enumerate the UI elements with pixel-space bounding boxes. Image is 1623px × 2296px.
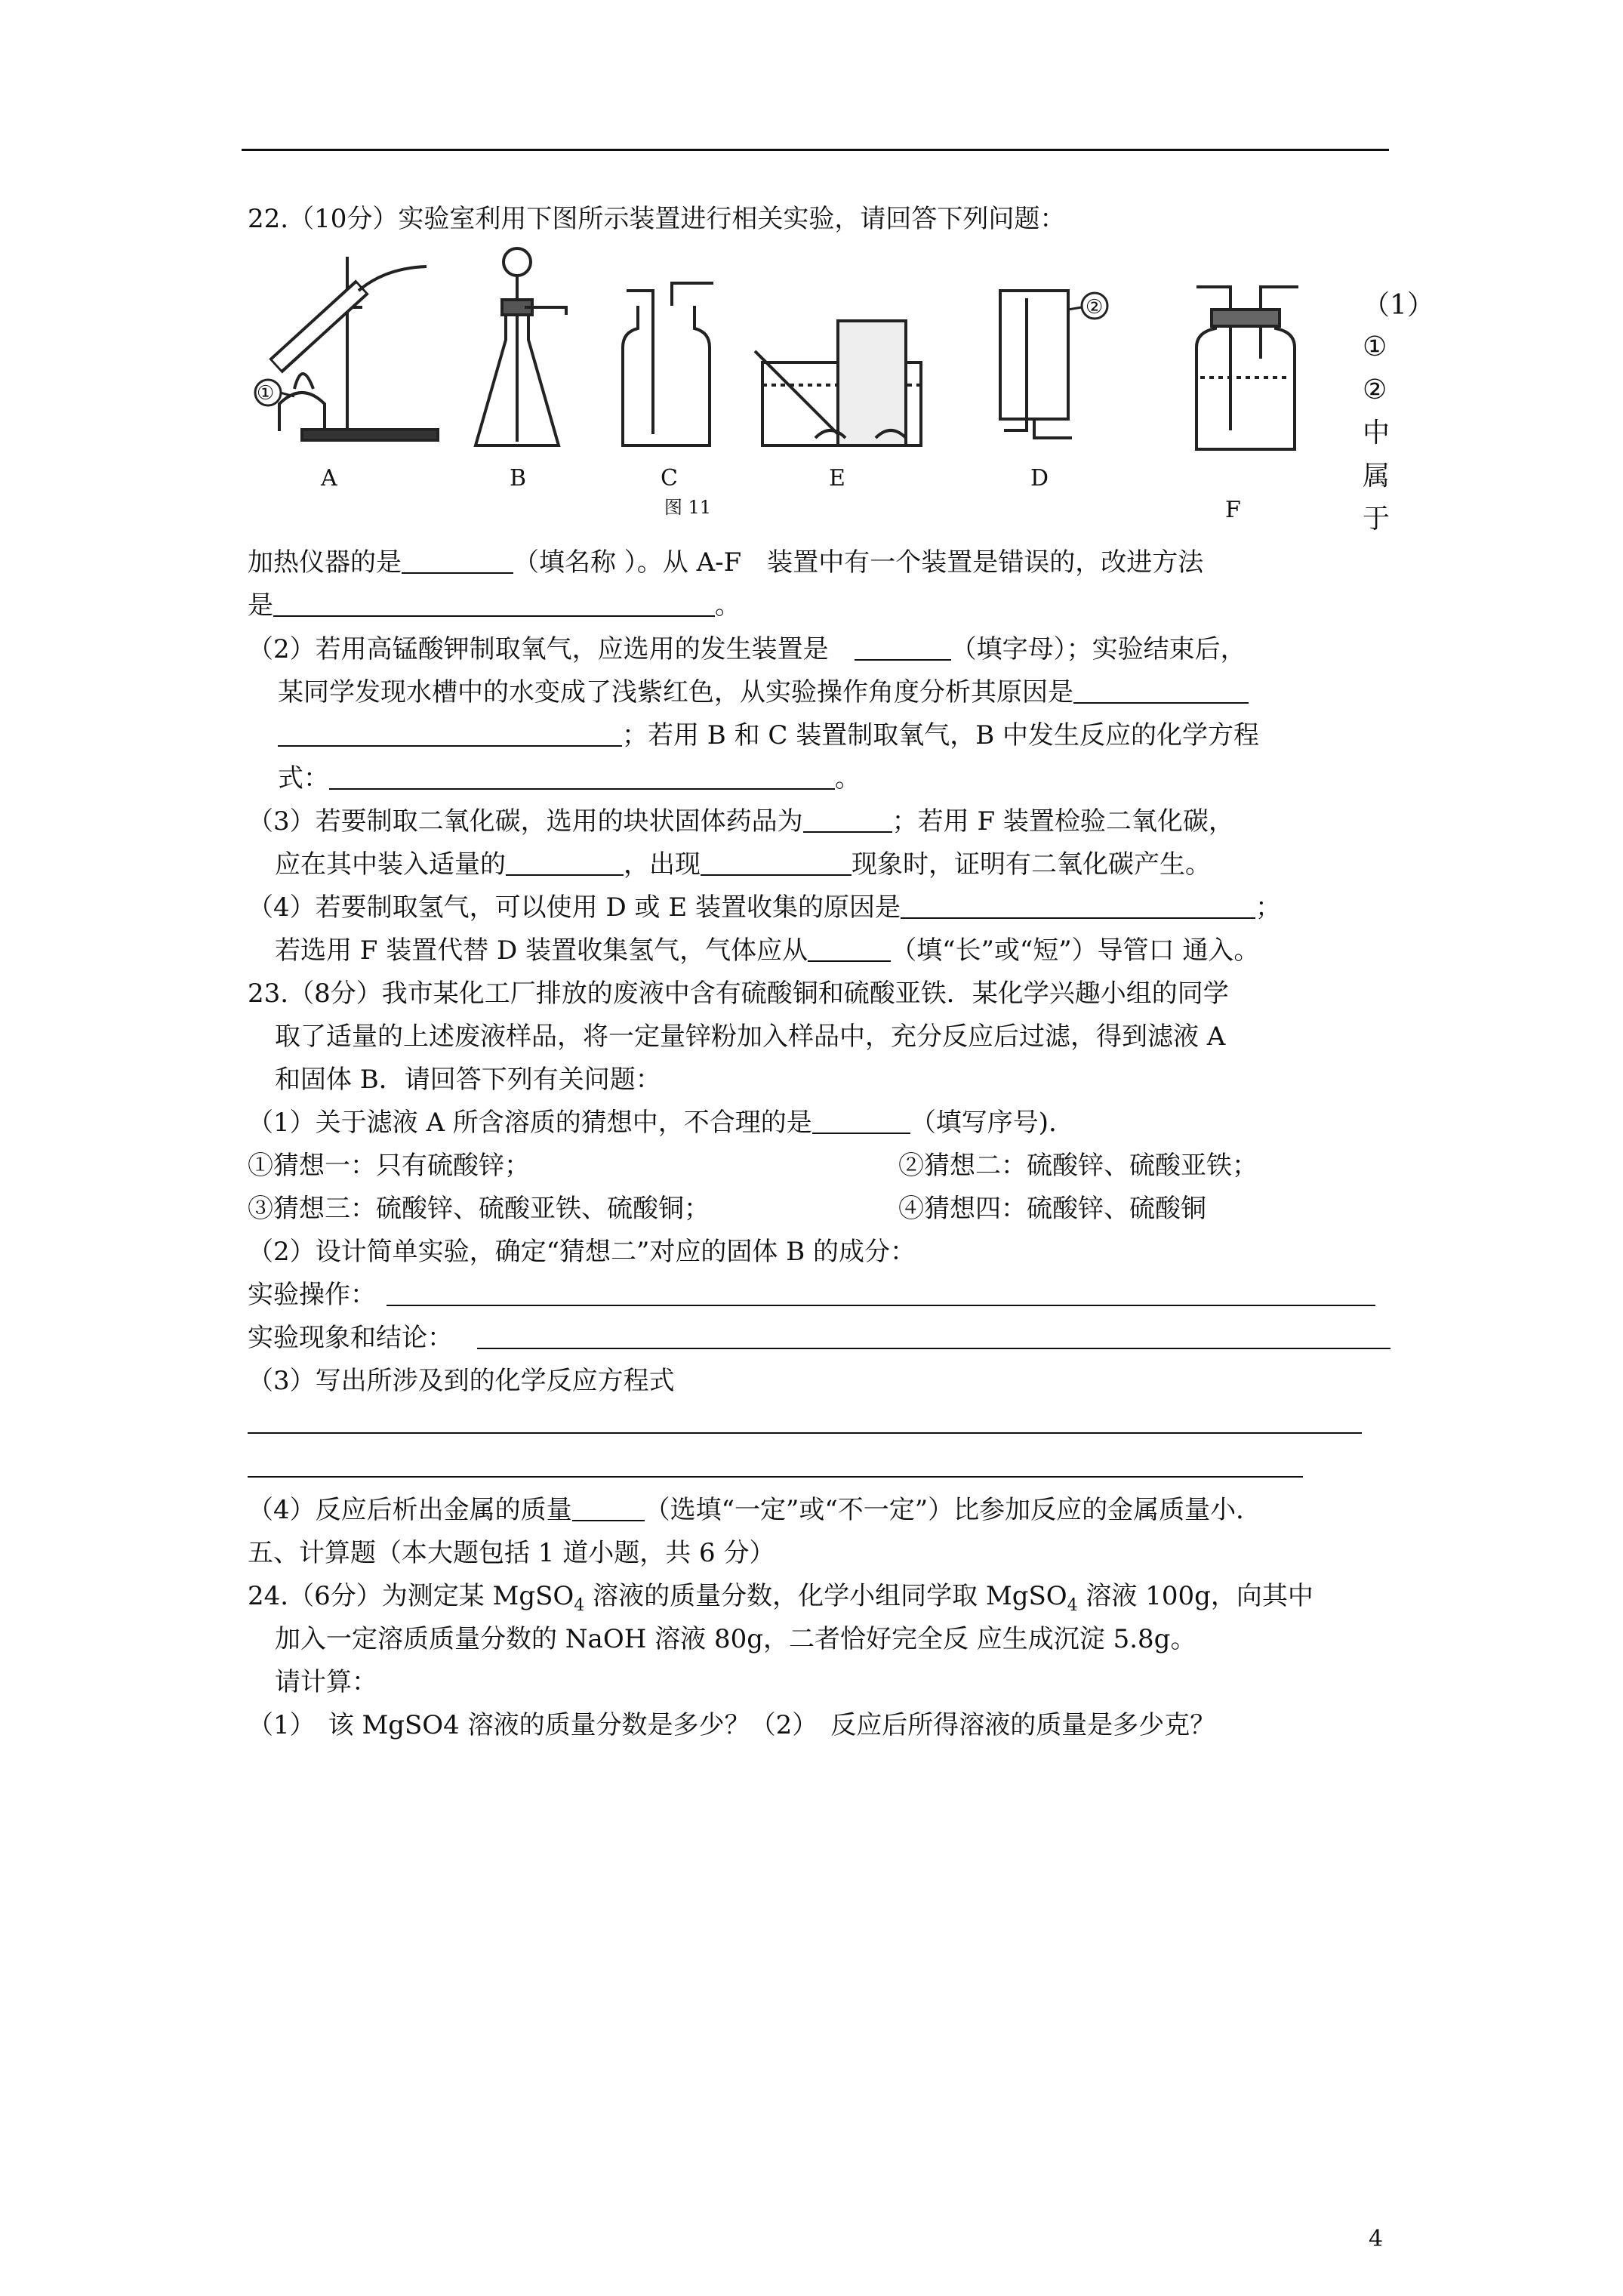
q22-p4-line2: 若选用 F 装置代替 D 装置收集氢气，气体应从 （填“长”或“短”）导管口 通入。 [275, 935, 1260, 966]
q24-line4: （1） 该 MgSO4 溶液的质量分数是多少？（2） 反应后所得溶液的质量是多少克？ [248, 1710, 1216, 1740]
op-label: 实验操作： [248, 1280, 376, 1310]
q23-p3: （3）写出所涉及到的化学反应方程式 [248, 1366, 675, 1396]
q22-p2-line1: （2）若用高锰酸钾制取氧气，应选用的发生装置是 （填字母）；实验结束后， [248, 634, 1246, 664]
result-answer-line[interactable] [477, 1348, 1390, 1349]
blank[interactable] [572, 1497, 645, 1521]
mark-1: ① [257, 382, 275, 405]
label-b: B [510, 465, 527, 492]
apparatus-a [255, 257, 438, 440]
blank[interactable] [506, 852, 624, 876]
q22-p1-line1: 加热仪器的是 （填名称 ）。从 A-F 装置中有一个装置是错误的，改进方法 [248, 547, 1204, 578]
section-5-heading: 五、计算题（本大题包括 1 道小题，共 6 分） [248, 1538, 775, 1568]
q22-p3-line1: （3）若要制取二氧化碳，选用的块状固体药品为 ；若用 F 装置检验二氧化碳， [248, 806, 1234, 837]
q23-line3: 和固体 B．请回答下列有关问题： [275, 1065, 661, 1095]
mark-2: ② [1086, 296, 1104, 319]
q24-line2: 加入一定溶质质量分数的 NaOH 溶液 80g，二者恰好完全反 应生成沉淀 5.8g。 [275, 1624, 1196, 1654]
apparatus-b [476, 248, 566, 445]
blank[interactable] [901, 895, 1255, 919]
side-2: ① [1363, 331, 1387, 362]
q23-p2: （2）设计简单实验，确定“猜想二”对应的固体 B 的成分： [248, 1237, 916, 1267]
result-label: 实验现象和结论： [248, 1323, 453, 1353]
label-c: C [661, 465, 678, 492]
label-a: A [321, 465, 337, 492]
q24-line1: 24.（6分）为测定某 MgSO$_4$ 溶液的质量分数，化学小组同学取 MgSO$_4$ 溶液 100g，向其中 [248, 1581, 1313, 1615]
guess-1: ①猜想一：只有硫酸锌； [248, 1151, 530, 1181]
q22-p2-line2: 某同学发现水槽中的水变成了浅紫红色，从实验操作角度分析其原因是 [278, 677, 1249, 707]
apparatus-figure [242, 245, 1351, 532]
q24-line3: 请计算： [275, 1667, 377, 1697]
apparatus-c [623, 283, 713, 445]
header-rule [242, 149, 1389, 151]
figure-caption: 图 11 [664, 497, 712, 518]
q22-p4-line1: （4）若要制取氢气，可以使用 D 或 E 装置收集的原因是 ； [248, 892, 1281, 923]
q22-p2-line4: 式： 。 [278, 763, 861, 794]
apparatus-f [1196, 287, 1298, 449]
side-6: 于 [1363, 504, 1390, 535]
q22-p2-line3: ；若用 B 和 C 装置制取氧气，B 中发生反应的化学方程 [278, 720, 1259, 750]
blank[interactable] [855, 636, 951, 661]
equation-line-2[interactable] [248, 1476, 1303, 1478]
blank[interactable] [329, 766, 835, 790]
blank[interactable] [803, 809, 892, 833]
label-d: D [1030, 465, 1049, 492]
q23-line2: 取了适量的上述废液样品，将一定量锌粉加入样品中，充分反应后过滤，得到滤液 A [275, 1022, 1226, 1052]
blank[interactable] [278, 723, 622, 747]
q23-p4: （4）反应后析出金属的质量 （选填“一定”或“不一定”）比参加反应的金属质量小． [248, 1495, 1262, 1525]
blank[interactable] [808, 938, 891, 962]
guess-3: ③猜想三：硫酸锌、硫酸亚铁、硫酸铜； [248, 1194, 710, 1224]
q22-p3-line2: 应在其中装入适量的 ，出现 现象时，证明有二氧化碳产生。 [275, 849, 1211, 880]
page-number: 4 [1369, 2226, 1384, 2252]
q22-p1-line2: 是 。 [248, 590, 741, 621]
side-4: 中 [1363, 418, 1390, 448]
side-1: （1） [1363, 290, 1434, 321]
label-f: F [1225, 497, 1241, 523]
q23-line1: 23.（8分）我市某化工厂排放的废液中含有硫酸铜和硫酸亚铁．某化学兴趣小组的同学 [248, 978, 1229, 1009]
blank[interactable] [273, 593, 715, 617]
blank[interactable] [812, 1110, 910, 1134]
blank[interactable] [402, 550, 513, 574]
blank[interactable] [701, 852, 852, 876]
apparatus-e [755, 321, 921, 445]
guess-2: ②猜想二：硫酸锌、硫酸亚铁； [898, 1151, 1258, 1181]
guess-4: ④猜想四：硫酸锌、硫酸铜 [898, 1194, 1206, 1224]
q22-intro: 22.（10分）实验室利用下图所示装置进行相关实验，请回答下列问题： [248, 204, 1066, 234]
q23-p1: （1）关于滤液 A 所含溶质的猜想中，不合理的是 （填写序号)． [248, 1108, 1075, 1138]
side-3: ② [1363, 374, 1387, 405]
op-answer-line[interactable] [387, 1305, 1375, 1306]
side-5: 属 [1363, 461, 1390, 492]
equation-line-1[interactable] [248, 1432, 1362, 1434]
label-e: E [829, 465, 845, 492]
blank[interactable] [1073, 680, 1249, 704]
